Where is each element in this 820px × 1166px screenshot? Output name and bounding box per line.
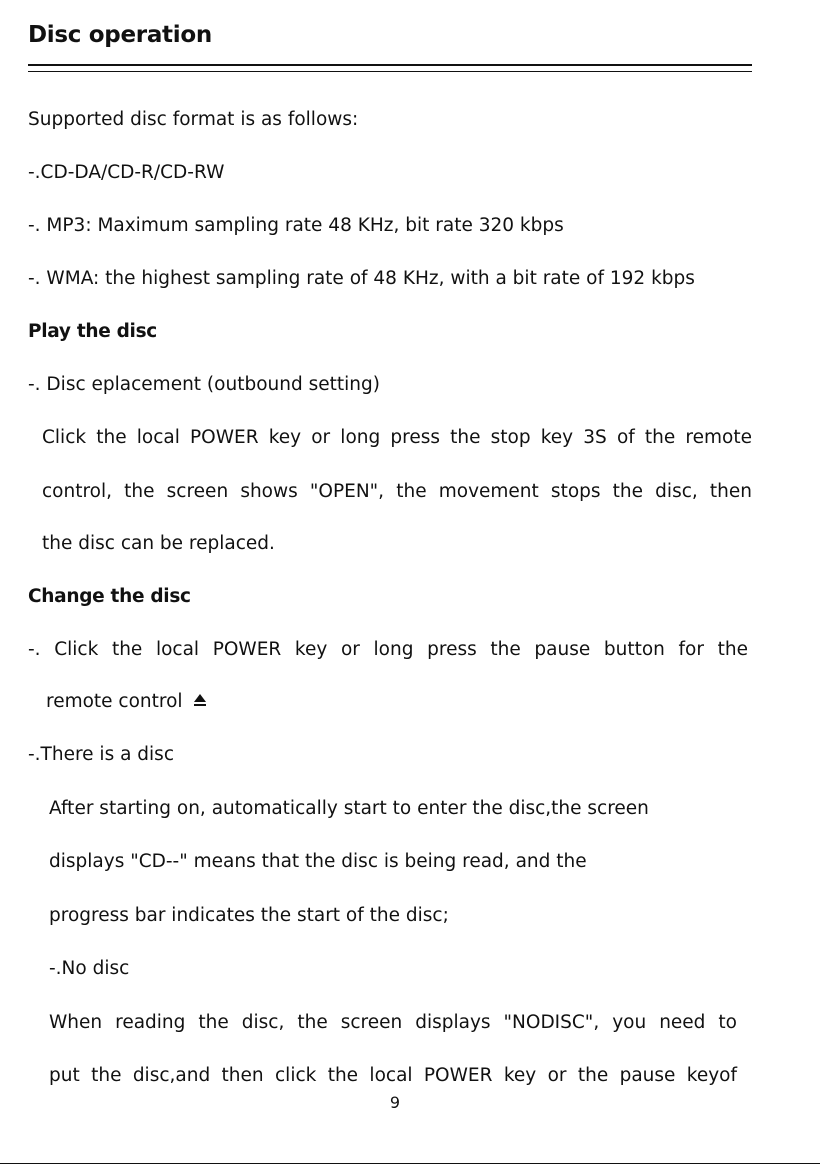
play-body-line-3: the disc can be replaced. <box>42 533 275 554</box>
page-title: Disc operation <box>28 22 212 48</box>
title-divider-thin <box>28 71 752 72</box>
eject-icon <box>192 691 208 709</box>
play-body-line-1: Click the local POWER key or long press the stop key 3S of the remote <box>42 427 752 448</box>
page-number: 9 <box>389 1093 401 1112</box>
disc-body-line-2: displays "CD--" means that the disc is being read, and the <box>49 851 587 872</box>
format-mp3: -. MP3: Maximum sampling rate 48 KHz, bit rate 320 kbps <box>28 215 564 236</box>
play-item: -. Disc eplacement (outbound setting) <box>28 374 380 395</box>
change-disc-heading: Change the disc <box>28 586 191 607</box>
title-divider <box>28 64 752 66</box>
nodisc-body-line-1: When reading the disc, the screen displays "NODISC", you need to <box>49 1012 737 1033</box>
disc-body-line-3: progress bar indicates the start of the disc; <box>49 905 449 926</box>
format-cd: -.CD-DA/CD-R/CD-RW <box>28 162 225 183</box>
change-item-line-2: remote control <box>46 691 183 712</box>
no-disc-case: -.No disc <box>49 958 130 979</box>
disc-body-line-1: After starting on, automatically start to enter the disc,the screen <box>49 798 649 819</box>
change-item-line-2-wrap <box>46 690 208 714</box>
change-item-line-1: -. Click the local POWER key or long press the pause button for the <box>28 639 748 660</box>
bottom-divider <box>0 1163 820 1164</box>
play-body-line-2: control, the screen shows "OPEN", the movement stops the disc, then <box>42 481 752 502</box>
disc-present-case: -.There is a disc <box>28 744 174 765</box>
play-disc-heading: Play the disc <box>28 321 157 342</box>
intro-text: Supported disc format is as follows: <box>28 109 359 130</box>
nodisc-body-line-2: put the disc,and then click the local POWER key or the pause keyof <box>49 1065 737 1086</box>
format-wma: -. WMA: the highest sampling rate of 48 KHz, with a bit rate of 192 kbps <box>28 268 695 289</box>
